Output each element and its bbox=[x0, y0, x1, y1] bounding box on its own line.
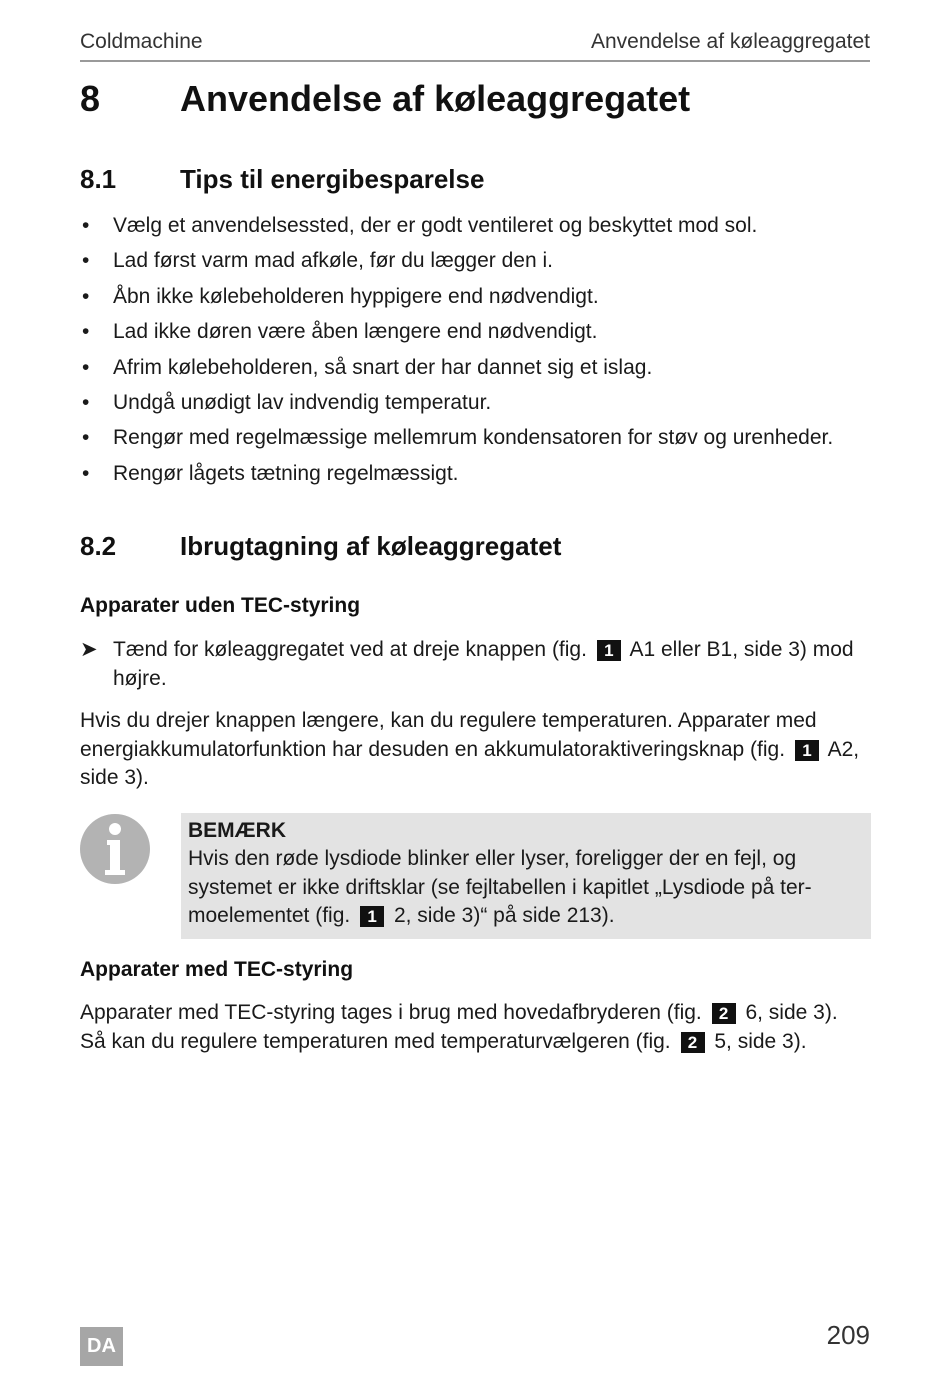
bullet-dot: • bbox=[82, 284, 90, 308]
section-title-8-2: Ibrugtagning af køleaggregatet bbox=[180, 531, 562, 561]
chapter-title: Anvendelse af køleaggregatet bbox=[180, 78, 691, 119]
bullet-dot: • bbox=[82, 214, 90, 237]
note-text bbox=[188, 845, 865, 931]
energy-tips-list bbox=[80, 210, 870, 493]
figure-ref-badge: 1 bbox=[360, 906, 384, 927]
list-item-text: Åbn ikke kølebeholderen hyppigere end nødvendigt. bbox=[113, 284, 599, 308]
paragraph-line bbox=[80, 1028, 870, 1057]
bullet-dot: • bbox=[82, 390, 90, 414]
running-header-left: Coldmachine bbox=[80, 30, 203, 53]
chapter-number: 8 bbox=[80, 78, 101, 119]
list-item-text: Vælg et anvendelsessted, der er godt ventileret og beskyttet mod sol. bbox=[113, 214, 758, 237]
bullet-dot: • bbox=[82, 461, 90, 485]
list-item-text: Rengør med regelmæssige mellemrum kondensatoren for støv og urenheder. bbox=[113, 426, 834, 450]
info-icon bbox=[80, 814, 150, 884]
list-item bbox=[80, 352, 870, 387]
figure-ref-badge: 1 bbox=[597, 640, 621, 661]
instruction-step bbox=[80, 636, 870, 693]
list-item bbox=[80, 458, 870, 493]
language-badge: DA bbox=[80, 1327, 123, 1366]
list-item bbox=[80, 316, 870, 351]
section-number-8-1: 8.1 bbox=[80, 164, 117, 194]
figure-ref-badge: 1 bbox=[795, 740, 819, 761]
page-number: 209 bbox=[826, 1320, 870, 1350]
paragraph-text-before: Hvis du drejer knappen længere, kan du regulere temperaturen. Apparater med energiakkumulatorfunktion har desuden en akkumulatoraktiveringsknap (fig. bbox=[80, 709, 817, 761]
bullet-dot: • bbox=[82, 426, 90, 450]
section-number-8-2: 8.2 bbox=[80, 531, 117, 561]
step-arrow-icon: ➤ bbox=[80, 638, 98, 661]
step-text-after: A1 eller B1, side 3) mod højre. bbox=[113, 638, 854, 690]
paragraph-text-before: Så kan du regulere temperaturen med temperaturvælgeren (fig. bbox=[80, 1029, 671, 1053]
list-item bbox=[80, 245, 870, 280]
paragraph-tec bbox=[80, 999, 870, 1056]
note-text-after: 2, side 3)“ på side 213). bbox=[393, 904, 615, 927]
paragraph-text-after: 6, side 3). bbox=[745, 1001, 838, 1024]
list-item bbox=[80, 210, 870, 245]
bullet-dot: • bbox=[82, 249, 90, 273]
paragraph-knob bbox=[80, 707, 870, 793]
list-item-text: Undgå unødigt lav indvendig temperatur. bbox=[113, 390, 492, 414]
running-header-right: Anvendelse af køleaggregatet bbox=[590, 30, 870, 53]
list-item-text: Lad først varm mad afkøle, før du lægger den i. bbox=[113, 249, 553, 273]
list-item-text: Afrim kølebeholderen, så snart der har dannet sig et islag. bbox=[113, 355, 653, 379]
paragraph-text-after: 5, side 3). bbox=[714, 1029, 807, 1053]
figure-ref-badge: 2 bbox=[712, 1003, 736, 1024]
subheading-with-tec: Apparater med TEC-styring bbox=[80, 958, 354, 981]
list-item-text: Lad ikke døren være åben længere end nødvendigt. bbox=[113, 320, 598, 344]
paragraph-text-before: Apparater med TEC-styring tages i brug med hovedafbryderen (fig. bbox=[80, 1001, 702, 1024]
paragraph-text-after: A2, side 3). bbox=[80, 737, 860, 789]
bullet-dot: • bbox=[82, 355, 90, 379]
header-rule bbox=[80, 60, 870, 62]
note-title: BEMÆRK bbox=[188, 819, 286, 842]
list-item bbox=[80, 387, 870, 422]
paragraph-line bbox=[80, 999, 870, 1028]
list-item-text: Rengør lågets tætning regelmæssigt. bbox=[113, 461, 459, 485]
list-item bbox=[80, 422, 870, 457]
note-box bbox=[181, 813, 871, 939]
note-text-before: Hvis den røde lysdiode blinker eller lyser, foreligger der en fejl, og systemet er ikke driftsklar (se fejltabellen i kapitlet „Lysdiode på termoelementet (fig. bbox=[188, 847, 812, 927]
subheading-without-tec: Apparater uden TEC-styring bbox=[80, 594, 361, 617]
list-item bbox=[80, 281, 870, 316]
figure-ref-badge: 2 bbox=[681, 1032, 705, 1053]
section-title-8-1: Tips til energibesparelse bbox=[180, 164, 485, 194]
step-text-before: Tænd for køleaggregatet ved at dreje knappen (fig. bbox=[113, 638, 587, 661]
bullet-dot: • bbox=[82, 320, 90, 344]
